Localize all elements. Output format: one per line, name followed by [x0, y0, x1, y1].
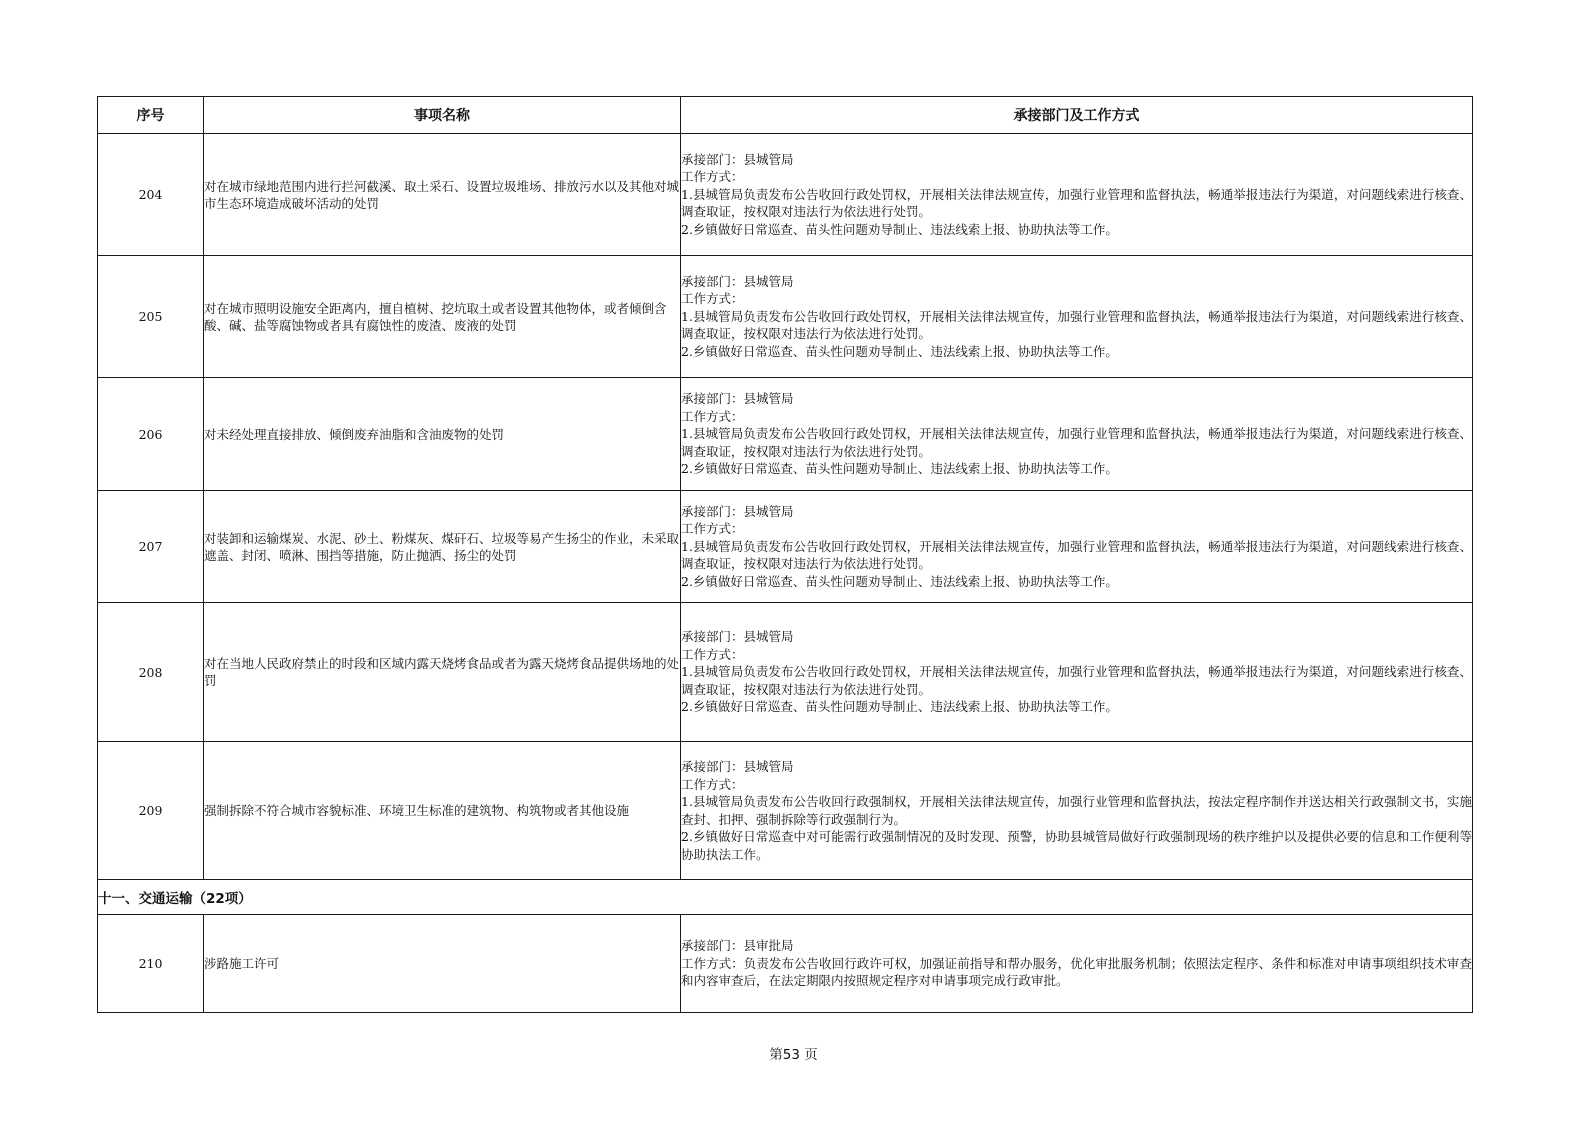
table-row: [98, 256, 1473, 378]
row-item-name: 对在当地人民政府禁止的时段和区域内露天烧烤食品或者为露天烧烤食品提供场地的处罚: [204, 603, 681, 742]
section-row: [98, 880, 1473, 915]
items-table: [97, 96, 1473, 1013]
row-detail: [681, 256, 1473, 378]
row-method-2: 2.乡镇做好日常巡查、苗头性问题劝导制止、违法线索上报、协助执法等工作。: [681, 221, 1118, 237]
row-method-label: 工作方式：: [681, 646, 744, 662]
row-detail: [681, 915, 1473, 1013]
row-number: 208: [98, 603, 204, 742]
table-row: [98, 742, 1473, 880]
row-method-label: 工作方式：: [681, 776, 744, 792]
row-number: 209: [98, 742, 204, 880]
table-row: [98, 915, 1473, 1013]
col-header-number: 序号: [98, 97, 204, 134]
row-dept: 承接部门：县城管局: [681, 629, 794, 645]
row-number: 205: [98, 256, 204, 378]
row-detail: [681, 491, 1473, 603]
row-method-1: 1.县城管局负责发布公告收回行政处罚权，开展相关法律法规宣传，加强行业管理和监督执法，畅通举报违法行为渠道，对问题线索进行核查、调查取证，按权限对违法行为依法进行处罚。: [681, 664, 1472, 697]
row-detail: [681, 134, 1473, 256]
row-dept: 承接部门：县城管局: [681, 151, 794, 167]
row-dept: 承接部门：县城管局: [681, 759, 794, 774]
row-method-1: 1.县城管局负责发布公告收回行政处罚权，开展相关法律法规宣传，加强行业管理和监督执法，畅通举报违法行为渠道，对问题线索进行核查、调查取证，按权限对违法行为依法进行处罚。: [681, 308, 1472, 342]
row-detail: [681, 603, 1473, 742]
row-method-label: 工作方式：: [681, 169, 744, 185]
section-title: 十一、交通运输（22项）: [98, 880, 1473, 915]
row-method: 工作方式：负责发布公告收回行政许可权，加强证前指导和帮办服务，优化审批服务机制；依照法定程序、条件和标准对申请事项组织技术审查和内容审查后，在法定期限内按照规定程序对申请事项完成行政审批。: [681, 955, 1472, 989]
row-method-1: 1.县城管局负责发布公告收回行政处罚权，开展相关法律法规宣传，加强行业管理和监督执法，畅通举报违法行为渠道，对问题线索进行核查、调查取证，按权限对违法行为依法进行处罚。: [681, 186, 1472, 220]
row-number: 210: [98, 915, 204, 1013]
row-method-label: 工作方式：: [681, 521, 744, 537]
row-dept: 承接部门：县城管局: [681, 391, 794, 407]
row-number: 207: [98, 491, 204, 603]
row-method-1: 1.县城管局负责发布公告收回行政强制权，开展相关法律法规宣传，加强行业管理和监督执法，按法定程序制作并送达相关行政强制文书，实施查封、扣押、强制拆除等行政强制行为。: [681, 794, 1472, 827]
row-item-name: 涉路施工许可: [204, 915, 681, 1013]
row-method-2: 2.乡镇做好日常巡查、苗头性问题劝导制止、违法线索上报、协助执法等工作。: [681, 461, 1118, 477]
row-detail: [681, 378, 1473, 491]
row-method-2: 2.乡镇做好日常巡查中对可能需行政强制情况的及时发现、预警，协助县城管局做好行政强制现场的秩序维护以及提供必要的信息和工作便利等协助执法工作。: [681, 829, 1472, 862]
row-method-2: 2.乡镇做好日常巡查、苗头性问题劝导制止、违法线索上报、协助执法等工作。: [681, 699, 1118, 715]
row-item-name: 强制拆除不符合城市容貌标准、环境卫生标准的建筑物、构筑物或者其他设施: [204, 742, 681, 880]
col-header-name: 事项名称: [204, 97, 681, 134]
table-header-row: [98, 97, 1473, 134]
row-dept: 承接部门：县审批局: [681, 938, 794, 954]
row-number: 204: [98, 134, 204, 256]
row-method-2: 2.乡镇做好日常巡查、苗头性问题劝导制止、违法线索上报、协助执法等工作。: [681, 343, 1118, 359]
row-method-label: 工作方式：: [681, 408, 744, 424]
row-item-name: 对在城市照明设施安全距离内，擅自植树、挖坑取土或者设置其他物体，或者倾倒含酸、碱、盐等腐蚀物或者具有腐蚀性的废渣、废液的处罚: [204, 256, 681, 378]
table-row: [98, 491, 1473, 603]
table-row: [98, 134, 1473, 256]
row-item-name: 对在城市绿地范围内进行拦河截溪、取土采石、设置垃圾堆场、排放污水以及其他对城市生态环境造成破坏活动的处罚: [204, 134, 681, 256]
row-number: 206: [98, 378, 204, 491]
col-header-detail: 承接部门及工作方式: [681, 97, 1473, 134]
page-number: 第53 页: [769, 1047, 818, 1063]
table-row: [98, 378, 1473, 491]
row-item-name: 对未经处理直接排放、倾倒废弃油脂和含油废物的处罚: [204, 378, 681, 491]
row-method-1: 1.县城管局负责发布公告收回行政处罚权，开展相关法律法规宣传，加强行业管理和监督执法，畅通举报违法行为渠道，对问题线索进行核查、调查取证，按权限对违法行为依法进行处罚。: [681, 538, 1472, 572]
row-dept: 承接部门：县城管局: [681, 273, 794, 289]
row-method-1: 1.县城管局负责发布公告收回行政处罚权，开展相关法律法规宣传，加强行业管理和监督执法，畅通举报违法行为渠道，对问题线索进行核查、调查取证，按权限对违法行为依法进行处罚。: [681, 426, 1472, 459]
row-method-label: 工作方式：: [681, 291, 744, 307]
row-dept: 承接部门：县城管局: [681, 503, 794, 519]
row-detail: [681, 742, 1473, 880]
row-item-name: 对装卸和运输煤炭、水泥、砂土、粉煤灰、煤矸石、垃圾等易产生扬尘的作业，未采取遮盖、封闭、喷淋、围挡等措施，防止抛洒、扬尘的处罚: [204, 491, 681, 603]
row-method-2: 2.乡镇做好日常巡查、苗头性问题劝导制止、违法线索上报、协助执法等工作。: [681, 573, 1118, 589]
table-row: [98, 603, 1473, 742]
